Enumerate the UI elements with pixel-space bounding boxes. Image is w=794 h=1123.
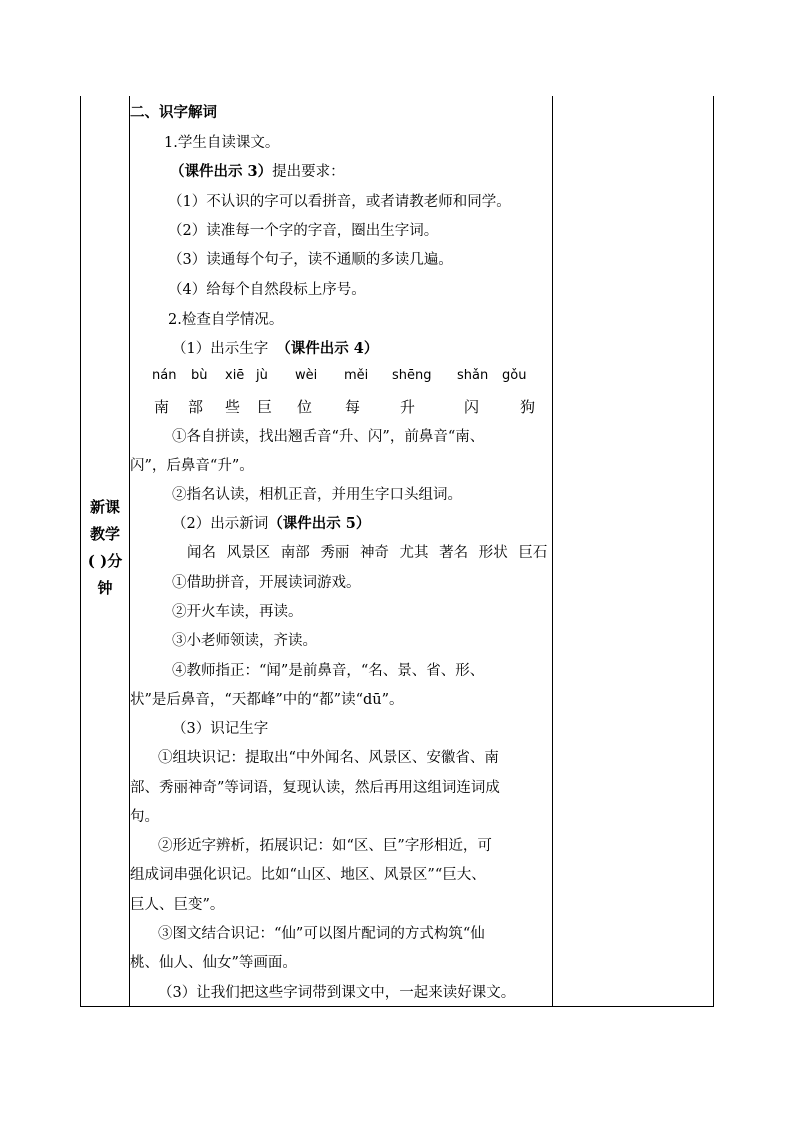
new-word: 南部 — [280, 545, 310, 561]
text-line: 组成词串强化识记。比如“山区、地区、风景区”“巨大、 — [130, 867, 486, 883]
new-character: 部 — [188, 398, 204, 416]
section-heading: 二、识字解词 — [130, 105, 217, 121]
table-border-bottom — [80, 1006, 714, 1007]
text-line: （4）给每个自然段标上序号。 — [168, 282, 366, 298]
new-word: 神奇 — [359, 545, 389, 561]
text-line: ④教师指正：“闻”是前鼻音，“名、景、省、形、 — [172, 663, 485, 679]
new-characters-row — [130, 396, 552, 418]
new-character: 巨 — [257, 398, 273, 416]
section-label-line: 教学 — [89, 525, 120, 543]
text-line: （3）识记生字 — [172, 721, 269, 737]
new-word: 尤其 — [399, 545, 429, 561]
pinyin: jù — [256, 368, 268, 383]
text-line: ①各自拼读，找出翘舌音“升、闪”，前鼻音“南、 — [172, 429, 485, 445]
text-span: （1）出示生字 — [172, 341, 269, 357]
new-character: 南 — [154, 398, 170, 416]
text-line: ①借助拼音，开展读词游戏。 — [172, 575, 361, 591]
text-line: ③图文结合识记：“仙”可以图片配词的方式构筑“仙 — [158, 926, 485, 942]
text-span: （2）出示新词 — [172, 516, 269, 532]
new-word: 巨石 — [518, 545, 548, 561]
text-line: ①组块识记：提取出“中外闻名、风景区、安徽省、南 — [158, 750, 499, 766]
new-words-row — [187, 542, 553, 564]
new-character: 位 — [297, 398, 313, 416]
pinyin: bù — [191, 368, 208, 383]
pinyin: wèi — [295, 368, 318, 383]
text-line: （3）读通每个句子，读不通顺的多读几遍。 — [168, 252, 453, 268]
new-character: 些 — [225, 398, 241, 416]
section-label-cell — [81, 494, 129, 604]
text-line: 部、秀丽神奇”等词语，复现认读，然后再用这组词连词成 — [130, 780, 500, 796]
text-line: ②形近字辨析，拓展识记：如“区、巨”字形相近，可 — [158, 838, 492, 854]
text-line: 桃、仙人、仙女”等画面。 — [130, 955, 297, 971]
text-line: ②开火车读，再读。 — [172, 604, 303, 620]
new-word: 形状 — [478, 545, 508, 561]
section-label-line: 钟 — [97, 579, 113, 597]
text-line — [170, 161, 345, 183]
new-word: 风景区 — [226, 545, 271, 561]
pinyin: shēng — [392, 368, 432, 383]
text-line: （3）让我们把这些字词带到课文中，一起来读好课文。 — [158, 985, 516, 1001]
text-line: 巨人、巨变”。 — [130, 897, 225, 913]
courseware-ref: （课件出示 4） — [276, 340, 379, 357]
text-line — [172, 338, 378, 360]
new-character: 闪 — [464, 398, 480, 416]
new-character: 升 — [400, 398, 416, 416]
text-line: 句。 — [130, 809, 159, 825]
table-border-right — [713, 96, 714, 1007]
courseware-ref: （课件出示 3） — [170, 163, 273, 180]
pinyin: gǒu — [502, 368, 527, 383]
section-label-line: 新课 — [89, 498, 120, 516]
new-word: 著名 — [439, 545, 469, 561]
pinyin: nán — [152, 368, 177, 383]
pinyin-row — [130, 368, 552, 388]
text-line — [172, 513, 370, 535]
text-line: （2）读准每一个字的字音，圈出生字词。 — [168, 223, 439, 239]
text-line: ③小老师领读，齐读。 — [172, 633, 317, 649]
text-span: 提出要求： — [272, 164, 345, 180]
courseware-ref: （课件出示 5） — [268, 515, 371, 532]
text-line: 2.检查自学情况。 — [168, 312, 284, 328]
new-character: 狗 — [520, 398, 536, 416]
section-label-line: ( )分 — [87, 552, 123, 570]
pinyin: shǎn — [457, 368, 489, 383]
new-character: 每 — [345, 398, 361, 416]
text-line: （1）不认识的字可以看拼音，或者请教老师和同学。 — [168, 194, 511, 210]
pinyin: xiē — [225, 368, 245, 383]
text-line: 状”是后鼻音，“天都峰”中的“都”读“dū”。 — [130, 692, 404, 708]
new-word: 秀丽 — [320, 545, 350, 561]
text-line: ②指名认读，相机正音，并用生字口头组词。 — [172, 487, 462, 503]
text-line: 1.学生自读课文。 — [164, 135, 280, 151]
new-word: 闻名 — [187, 545, 216, 561]
pinyin: měi — [344, 368, 369, 383]
text-line: 闪”，后鼻音“升”。 — [130, 458, 254, 474]
